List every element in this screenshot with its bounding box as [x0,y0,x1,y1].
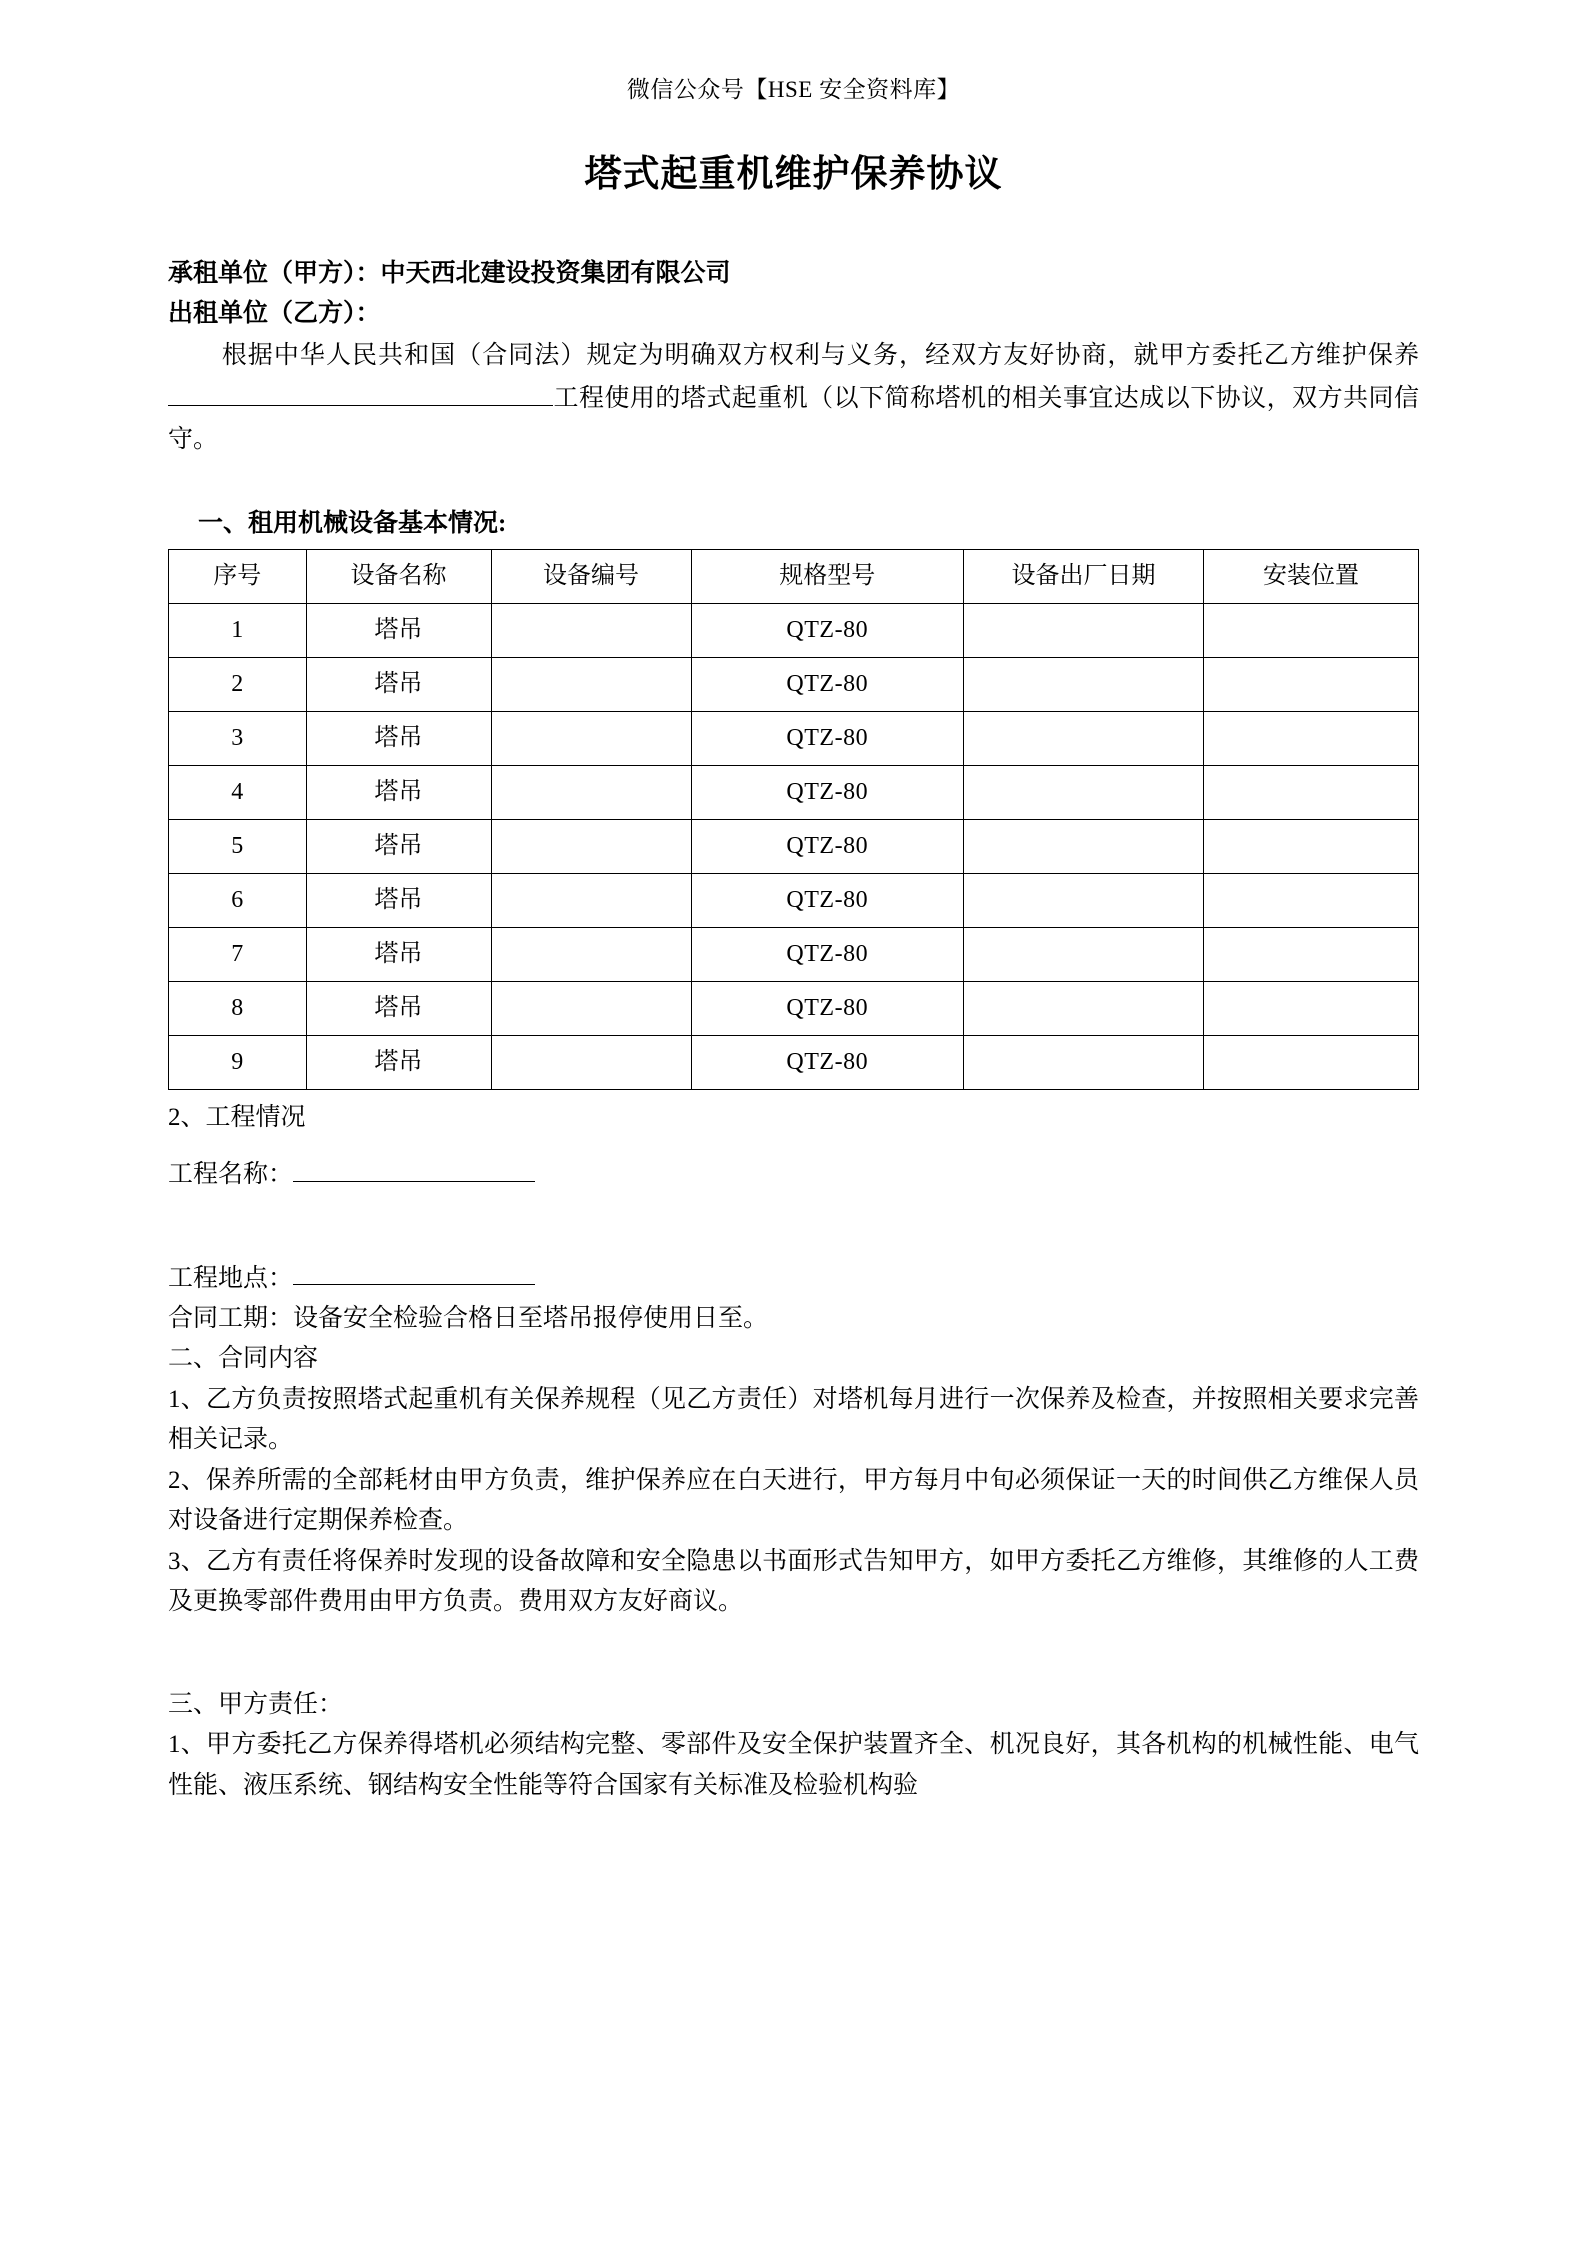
table-row [169,819,1419,873]
equipment-table-body [169,603,1419,1089]
lessor-label: 出租单位（乙方）： [168,300,381,328]
cell-equipment-code[interactable] [491,765,691,819]
parties-block [168,254,1419,335]
cell-equipment-name: 塔吊 [306,873,491,927]
cell-manufacture-date[interactable] [964,981,1204,1035]
project-name-row [168,1152,1419,1195]
cell-index: 6 [169,873,307,927]
cell-manufacture-date[interactable] [964,873,1204,927]
preamble-line3: 下简称塔机的相关事宜达成以下协议，双方共同信守。 [168,384,1419,454]
table-row [169,657,1419,711]
cell-install-position[interactable] [1204,927,1419,981]
lessee-value: 中天西北建设投资集团有限公司 [380,259,731,287]
lessor-line [168,294,1419,335]
cell-index: 5 [169,819,307,873]
cell-model: QTZ-80 [691,1035,964,1089]
cell-equipment-code[interactable] [491,927,691,981]
section-3-item-1: 1、甲方委托乙方保养得塔机必须结构完整、零部件及安全保护装置齐全、机况良好，其各机构的机械性能、电气性能、液压系统、钢结构安全性能等符合国家有关标准及检验机构验 [168,1731,1419,1799]
col-header-index: 序号 [169,549,307,603]
field-gap [168,1196,1419,1242]
cell-index: 4 [169,765,307,819]
preamble-line2-before: 方委托乙方维护保养 [1185,341,1419,369]
cell-equipment-name: 塔吊 [306,711,491,765]
col-header-install-position: 安装位置 [1204,549,1419,603]
cell-equipment-code[interactable] [491,1035,691,1089]
table-row [169,711,1419,765]
cell-install-position[interactable] [1204,711,1419,765]
section-gap [168,1623,1419,1685]
section-3-heading: 三、甲方责任： [168,1690,344,1718]
table-row [169,927,1419,981]
cell-manufacture-date[interactable] [964,603,1204,657]
col-header-equipment-name: 设备名称 [306,549,491,603]
equipment-table [168,549,1419,1090]
cell-equipment-name: 塔吊 [306,981,491,1035]
cell-index: 7 [169,927,307,981]
project-blank-field[interactable] [168,376,553,406]
table-row [169,603,1419,657]
section-2-item-3: 3、乙方有责任将保养时发现的设备故障和安全隐患以书面形式告知甲方，如甲方委托乙方维修，其维修的人工费及更换零部件费用由甲方负责。费用双方友好商议。 [168,1547,1419,1616]
project-site-row [168,1256,1419,1299]
cell-model: QTZ-80 [691,873,964,927]
cell-equipment-name: 塔吊 [306,927,491,981]
section-2-item-2: 2、保养所需的全部耗材由甲方负责，维护保养应在白天进行，甲方每月中旬必须保证一天的时间供乙方维保人员对设备进行定期保养检查。 [168,1466,1419,1535]
cell-equipment-name: 塔吊 [306,657,491,711]
cell-model: QTZ-80 [691,765,964,819]
cell-install-position[interactable] [1204,657,1419,711]
cell-install-position[interactable] [1204,981,1419,1035]
cell-model: QTZ-80 [691,603,964,657]
cell-equipment-code[interactable] [491,603,691,657]
cell-index: 2 [169,657,307,711]
cell-manufacture-date[interactable] [964,819,1204,873]
section-2-item-1: 1、乙方负责按照塔式起重机有关保养规程（见乙方责任）对塔机每月进行一次保养及检查，并按照相关要求完善相关记录。 [168,1385,1419,1454]
col-header-model: 规格型号 [691,549,964,603]
cell-index: 9 [169,1035,307,1089]
cell-manufacture-date[interactable] [964,657,1204,711]
cell-equipment-name: 塔吊 [306,1035,491,1089]
cell-model: QTZ-80 [691,657,964,711]
project-name-label: 工程名称： [168,1161,294,1189]
cell-model: QTZ-80 [691,981,964,1035]
project-info-label: 2、工程情况 [168,1103,306,1131]
cell-equipment-name: 塔吊 [306,819,491,873]
cell-manufacture-date[interactable] [964,711,1204,765]
cell-manufacture-date[interactable] [964,1035,1204,1089]
contract-duration-line: 合同工期：设备安全检验合格日至塔吊报停使用日至。 [168,1304,769,1332]
lessee-label: 承租单位（甲方）： [168,259,381,287]
cell-equipment-code[interactable] [491,873,691,927]
table-row [169,981,1419,1035]
table-row [169,765,1419,819]
page-title: 塔式起重机维护保养协议 [584,153,1003,195]
cell-manufacture-date[interactable] [964,927,1204,981]
section-1-heading: 一、租用机械设备基本情况: [198,509,507,537]
lessee-line [168,254,1419,295]
cell-install-position[interactable] [1204,1035,1419,1089]
cell-equipment-code[interactable] [491,711,691,765]
preamble-line2-after: 工程使用的塔式起重机（以 [553,384,860,412]
preamble-line1: 根据中华人民共和国（合同法）规定为明确双方权利与义务，经双方友好协商，就甲 [221,341,1186,369]
section-2-heading: 二、合同内容 [168,1345,319,1373]
col-header-equipment-code: 设备编号 [491,549,691,603]
cell-equipment-name: 塔吊 [306,765,491,819]
cell-equipment-name: 塔吊 [306,603,491,657]
cell-manufacture-date[interactable] [964,765,1204,819]
project-name-field[interactable] [293,1152,535,1182]
cell-model: QTZ-80 [691,819,964,873]
cell-equipment-code[interactable] [491,657,691,711]
cell-install-position[interactable] [1204,873,1419,927]
cell-model: QTZ-80 [691,927,964,981]
cell-install-position[interactable] [1204,765,1419,819]
cell-model: QTZ-80 [691,711,964,765]
project-site-field[interactable] [293,1256,535,1286]
cell-equipment-code[interactable] [491,819,691,873]
cell-index: 3 [169,711,307,765]
project-site-label: 工程地点： [168,1264,294,1292]
cell-install-position[interactable] [1204,819,1419,873]
cell-install-position[interactable] [1204,603,1419,657]
cell-index: 1 [169,603,307,657]
page-content [168,0,1419,1806]
watermark-header: 微信公众号【HSE 安全资料库】 [626,77,961,102]
table-header-row [169,549,1419,603]
cell-index: 8 [169,981,307,1035]
table-row [169,1035,1419,1089]
preamble-paragraph [168,335,1419,461]
col-header-manufacture-date: 设备出厂日期 [964,549,1204,603]
table-row [169,873,1419,927]
cell-equipment-code[interactable] [491,981,691,1035]
